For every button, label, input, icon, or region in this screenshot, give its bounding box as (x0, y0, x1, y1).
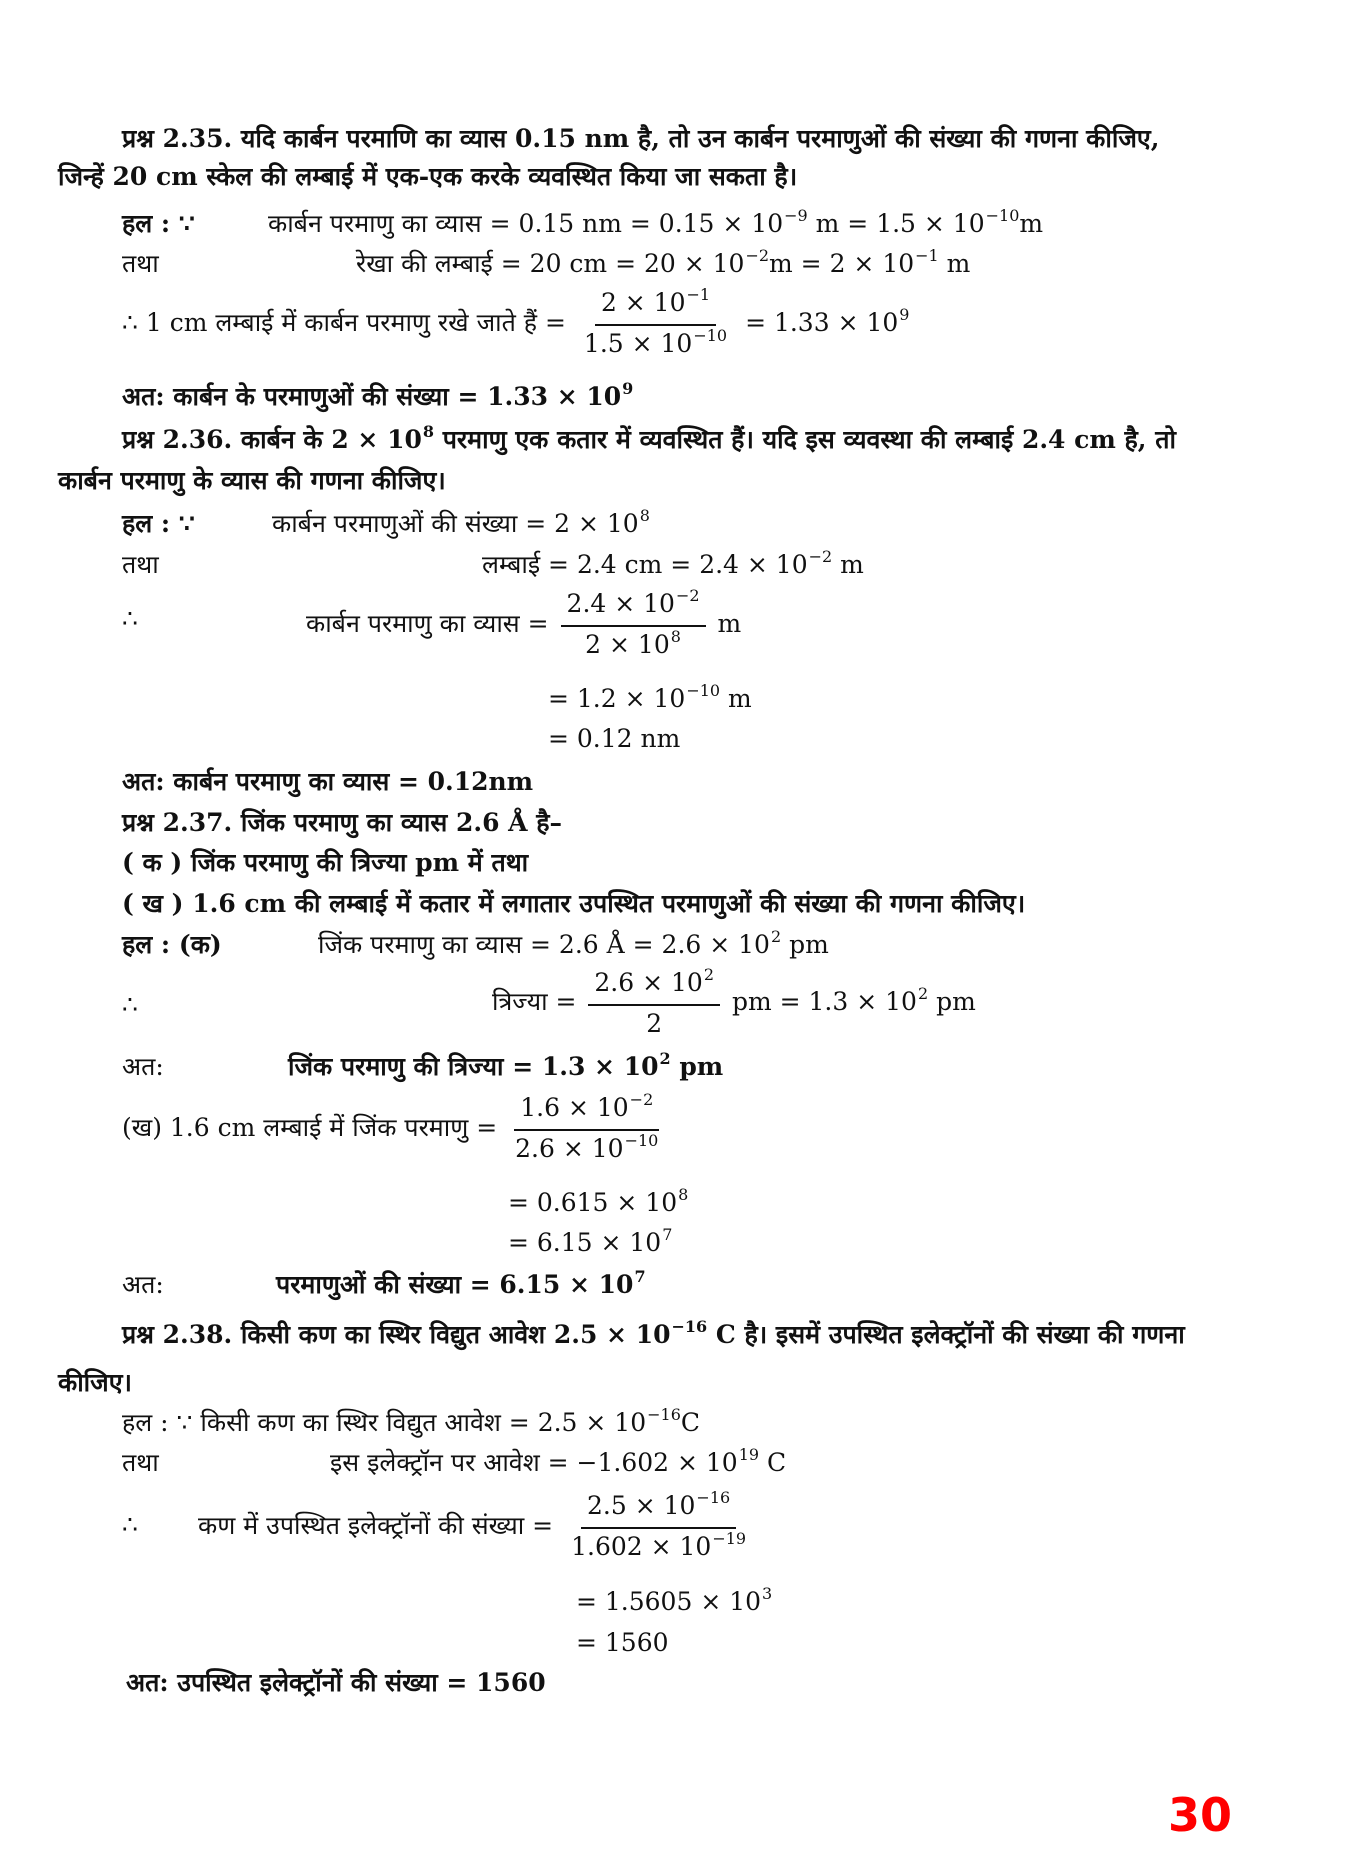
question-2-38-line-1: प्रश्न 2.38. किसी कण का स्थिर विद्युत आवेश $2.5 \times 10^{-16}$ C है। इसमें उपस्थित इलेक्ट्रॉनों की संख्या की गणना (122, 1317, 1185, 1349)
solution-step: = $1.5605 \times 10^3$ (576, 1584, 773, 1616)
solution-label: हल : ∵ (122, 209, 195, 238)
solution-step (268, 207, 1043, 244)
fraction (561, 585, 706, 663)
numerator: $1.6 \times 10^{-2}$ (514, 1093, 659, 1131)
page-number: 30 (1168, 1788, 1233, 1842)
answer-label: अत: (122, 1052, 164, 1081)
question-2-36-line-1: प्रश्न 2.36. कार्बन के $2 \times 10^8$ परमाणु एक कतार में व्यवस्थित हैं। यदि इस व्यवस्था की लम्बाई 2.4 cm है, तो (122, 422, 1176, 454)
numerator: $2.6 \times 10^2$ (588, 968, 720, 1006)
fraction (588, 965, 720, 1039)
solution-step: = $6.15 \times 10^7$ (508, 1225, 673, 1257)
numerator: $2.4 \times 10^{-2}$ (561, 589, 706, 627)
solution-label: हल : ∵ (122, 509, 195, 538)
unit: m (1019, 209, 1044, 238)
solution-step (356, 247, 970, 284)
solution-fraction-step (122, 285, 909, 364)
tatha-label: तथा (122, 249, 159, 278)
numerator: $2 \times 10^{-1}$ (595, 288, 716, 326)
answer-label: अत: (122, 1270, 164, 1299)
solution-fraction-step: कण में उपस्थित इलेक्ट्रॉनों की संख्या = $\frac{2.5 \times 10^{-16}}{1.602 \times 10^{-19}}$ (198, 1488, 756, 1565)
exponent: 9 (899, 305, 910, 324)
answer-2-37-a: जिंक परमाणु की त्रिज्या = $1.3 \times 10^2$ pm (288, 1049, 724, 1081)
solution-fraction-step: (ख) 1.6 cm लम्बाई में जिंक परमाणु = $\frac{1.6 \times 10^{-2}}{2.6 \times 10^{-10}}$ (122, 1090, 668, 1167)
denominator: $2 \times 10^8$ (585, 626, 681, 659)
solution-step: इस इलेक्ट्रॉन पर आवेश = $-1.602 \times 10^{19}$ C (330, 1445, 787, 1477)
solution-step: लम्बाई = 2.4 cm = $2.4 \times 10^{-2}$ m (482, 547, 864, 579)
exponent: −1 (915, 246, 939, 265)
denominator: $1.5 \times 10^{-10}$ (583, 325, 728, 358)
step-text: कार्बन परमाणु का व्यास = 0.15 nm = 0.15 × 10 (268, 209, 784, 238)
question-2-37-line-3: ( ख ) 1.6 cm की लम्बाई में कतार में लगातार उपस्थित परमाणुओं की संख्या की गणना कीजिए। (122, 889, 1026, 918)
therefore-symbol: ∴ (122, 990, 138, 1019)
fraction (565, 1487, 752, 1565)
question-2-37-line-1: प्रश्न 2.37. जिंक परमाणु का व्यास 2.6 Å है– (122, 808, 563, 837)
numerator: $2.5 \times 10^{-16}$ (581, 1491, 736, 1529)
solution-step: = $1.2 \times 10^{-10}$ m (548, 681, 752, 713)
therefore-symbol: ∴ (122, 1510, 138, 1539)
tatha-label: तथा (122, 1448, 159, 1477)
solution-step: जिंक परमाणु का व्यास = 2.6 Å = $2.6 \times 10^2$ pm (318, 927, 829, 959)
step-text: m = 1.5 × 10 (807, 209, 985, 238)
solution-fraction-step: कार्बन परमाणु का व्यास = $\frac{2.4 \times 10^{-2}}{2 \times 10^8}$ m (306, 586, 741, 663)
fraction (578, 284, 733, 362)
step-text: m = 2 × 10 (769, 249, 915, 278)
denominator: 2 (646, 1009, 663, 1038)
solution-step: = $0.615 \times 10^8$ (508, 1185, 689, 1217)
question-2-35-line-2: जिन्हें 20 cm स्केल की लम्बाई में एक-एक करके व्यवस्थित किया जा सकता है। (58, 162, 798, 191)
denominator: $2.6 \times 10^{-10}$ (515, 1130, 659, 1163)
solution-step: = 0.12 nm (548, 724, 681, 753)
answer-2-37-b: परमाणुओं की संख्या = $6.15 \times 10^7$ (276, 1267, 646, 1299)
tatha-label: तथा (122, 550, 159, 579)
solution-step: = 1560 (576, 1628, 669, 1657)
question-2-37-line-2: ( क ) जिंक परमाणु की त्रिज्या pm में तथा (122, 848, 529, 877)
exponent: −10 (985, 206, 1020, 225)
question-2-36-line-2: कार्बन परमाणु के व्यास की गणना कीजिए। (58, 466, 446, 495)
exponent: −9 (784, 206, 808, 225)
solution-step: कार्बन परमाणुओं की संख्या = $2 \times 10^8$ (272, 506, 650, 538)
question-2-38-line-2: कीजिए। (58, 1368, 133, 1397)
question-2-35-line-1: प्रश्न 2.35. यदि कार्बन परमाणि का व्यास 0.15 nm है, तो उन कार्बन परमाणुओं की संख्या की गणना कीजिए, (122, 124, 1160, 153)
step-text: रेखा की लम्बाई = 20 cm = 20 × 10 (356, 249, 745, 278)
solution-label: हल : (क) (122, 930, 222, 959)
answer-2-35: अत: कार्बन के परमाणुओं की संख्या = $1.33 \times 10^9$ (122, 379, 634, 411)
unit: m (938, 249, 971, 278)
solution-step: हल : ∵ किसी कण का स्थिर विद्युत आवेश = $2.5 \times 10^{-16}C$ (122, 1405, 701, 1437)
solution-fraction-step: त्रिज्या = $\frac{2.6 \times 10^2}{2}$ pm = $1.3 \times 10^2$ pm (492, 965, 976, 1038)
result: = 1.33 × 10 (745, 308, 899, 337)
denominator: $1.602 \times 10^{-19}$ (571, 1528, 747, 1561)
exponent: −2 (745, 246, 770, 265)
answer-2-36: अत: कार्बन परमाणु का व्यास = 0.12nm (122, 767, 534, 796)
step-text: ∴ 1 cm लम्बाई में कार्बन परमाणु रखे जाते हैं = (122, 308, 566, 337)
answer-2-38: अत: उपस्थित इलेक्ट्रॉनों की संख्या = 1560 (126, 1668, 546, 1697)
fraction (509, 1089, 664, 1167)
therefore-symbol: ∴ (122, 604, 138, 633)
